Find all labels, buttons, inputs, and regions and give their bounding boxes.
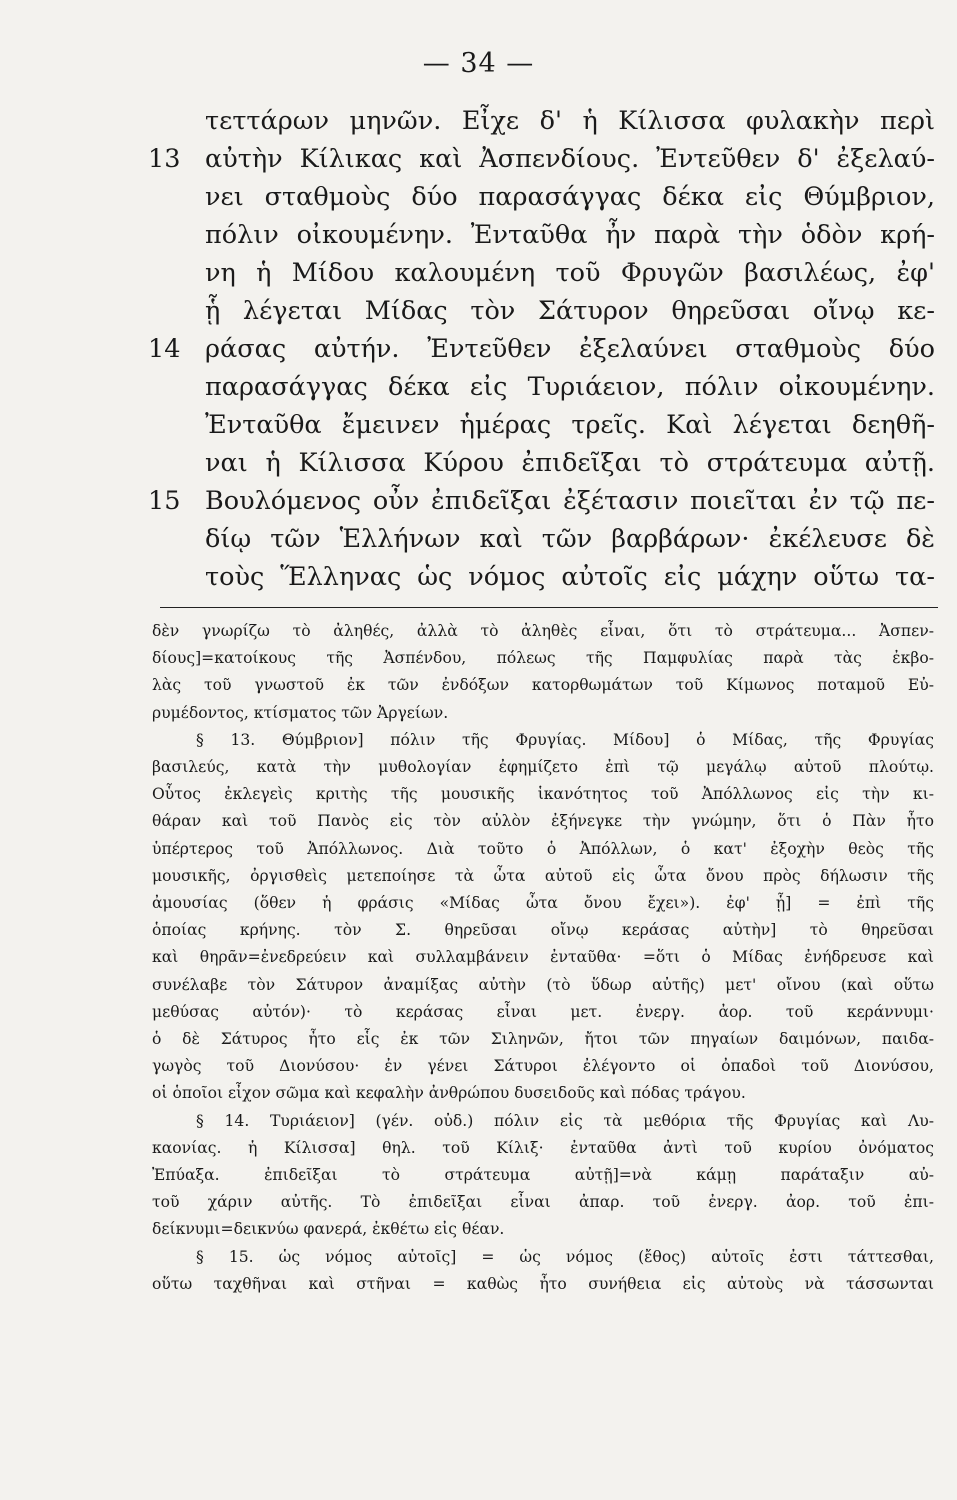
note-line: δείκνυμι=δεικνύω φανερά, ἐκθέτω εἰς θέαν. xyxy=(152,1220,505,1239)
note-line: γωγὸς τοῦ Διονύσου· ἐν γένει Σάτυροι ἐλέγοντο οἱ ὀπαδοὶ τοῦ Διονύσου, xyxy=(152,1057,934,1076)
note-line: καὶ θηρᾶν=ἐνεδρεύειν καὶ συλλαμβάνειν ἐνταῦθα· =ὅτι ὁ Μίδας ἐνήδρευσε καὶ xyxy=(152,948,934,967)
note-line: καονίας. ἡ Κίλισσα] θηλ. τοῦ Κίλιξ· ἐνταῦθα ἀντὶ τοῦ κυρίου ὀνόματος xyxy=(152,1138,934,1157)
note-line: βασιλεύς, κατὰ τὴν μυθολογίαν ἐφημίζετο ἐπὶ τῷ μεγάλῳ αὐτοῦ πλούτῳ. xyxy=(152,758,934,776)
footnote-separator-rule xyxy=(160,607,938,608)
section-number: 14 xyxy=(148,334,181,364)
text-line: αὐτὴν Κίλικας καὶ Ἀσπενδίους. Ἐντεῦθεν δ' ἐξελαύ- xyxy=(205,144,935,174)
note-line: ρυμέδοντος, κτίσματος τῶν Ἀργείων. xyxy=(152,703,449,722)
text-line: Ἐνταῦθα ἔμεινεν ἡμέρας τρεῖς. Καὶ λέγεται δεηθῆ- xyxy=(205,410,935,440)
text-line: δίῳ τῶν Ἑλλήνων καὶ τῶν βαρβάρων· ἐκέλευσε δὲ xyxy=(205,524,935,554)
note-line: οἱ ὁποῖοι εἶχον σῶμα καὶ κεφαλὴν ἀνθρώπου δυσειδοῦς καὶ πόδας τράγου. xyxy=(152,1084,746,1103)
note-line: § 13. Θύμβριον] πόλιν τῆς Φρυγίας. Μίδου] ὁ Μίδας, τῆς Φρυγίας xyxy=(196,730,934,749)
text-line: Βουλόμενος οὖν ἐπιδεῖξαι ἐξέτασιν ποιεῖται ἐν τῷ πε- xyxy=(205,486,935,516)
text-line: παρασάγγας δέκα εἰς Τυριάειον, πόλιν οἰκουμένην. xyxy=(205,372,935,402)
note-line: μεθύσας αὐτόν)· τὸ κεράσας εἶναι μετ. ἐνεργ. ἀορ. τοῦ κεράννυμι· xyxy=(152,1002,934,1021)
page-number: — 34 — xyxy=(422,48,535,79)
section-number: 15 xyxy=(148,486,181,516)
note-line: ὁ δὲ Σάτυρος ἦτο εἷς ἐκ τῶν Σιληνῶν, ἤτοι τῶν πηγαίων δαιμόνων, παιδα- xyxy=(152,1030,934,1048)
text-line: ράσας αὐτήν. Ἐντεῦθεν ἐξελαύνει σταθμοὺς δύο xyxy=(205,334,935,364)
note-line: Ἐπύαξα. ἐπιδεῖξαι τὸ στράτευμα αὐτῇ]=νὰ κάμῃ παράταξιν αὐ- xyxy=(152,1166,934,1184)
note-line: συνέλαβε τὸν Σάτυρον ἀναμίξας αὐτὴν (τὸ ὕδωρ αὐτῆς) μετ' οἴνου (καὶ οὕτω xyxy=(152,975,934,994)
note-line: οὕτω ταχθῆναι καὶ στῆναι = καθὼς ἦτο συνήθεια εἰς αὐτοὺς νὰ τάσσωνται xyxy=(152,1274,934,1293)
note-line: θάραν καὶ τοῦ Πανὸς εἰς τὸν αὐλὸν ἐξήνεγκε τὴν γνώμην, ὅτι ὁ Πὰν ἦτο xyxy=(152,812,934,831)
text-line: νει σταθμοὺς δύο παρασάγγας δέκα εἰς Θύμβριον, xyxy=(205,182,935,212)
text-line: ᾗ λέγεται Μίδας τὸν Σάτυρον θηρεῦσαι οἴνῳ κε- xyxy=(205,296,935,326)
text-line: νη ἡ Μίδου καλουμένη τοῦ Φρυγῶν βασιλέως, ἐφ' xyxy=(205,258,935,288)
note-line: ἀμουσίας (ὅθεν ἡ φράσις «Μίδας ὦτα ὄνου ἔχει»). ἐφ' ᾗ] = ἐπὶ τῆς xyxy=(152,894,934,912)
note-line: λὰς τοῦ γνωστοῦ ἐκ τῶν ἐνδόξων κατορθωμάτων τοῦ Κίμωνος ποταμοῦ Εὐ- xyxy=(152,676,934,695)
text-line: ναι ἡ Κίλισσα Κύρου ἐπιδεῖξαι τὸ στράτευμα αὐτῇ. xyxy=(205,448,935,478)
text-line: τεττάρων μηνῶν. Εἶχε δ' ἡ Κίλισσα φυλακὴν περὶ xyxy=(205,106,935,136)
note-line: Οὗτος ἐκλεγεὶς κριτὴς τῆς μουσικῆς ἱκανότητος τοῦ Ἀπόλλωνος εἰς τὴν κι- xyxy=(152,785,934,804)
note-line: δὲν γνωρίζω τὸ ἀληθές, ἀλλὰ τὸ ἀληθὲς εἶναι, ὅτι τὸ στράτευμα... Ἀσπεν- xyxy=(152,622,934,640)
note-line: ὁποίας κρήνης. τὸν Σ. θηρεῦσαι οἴνῳ κεράσας αὐτὴν] τὸ θηρεῦσαι xyxy=(152,921,934,940)
note-line: § 15. ὡς νόμος αὐτοῖς] = ὡς νόμος (ἔθος) αὐτοῖς ἐστι τάττεσθαι, xyxy=(196,1247,934,1266)
text-line: πόλιν οἰκουμένην. Ἐνταῦθα ἦν παρὰ τὴν ὁδὸν κρή- xyxy=(205,220,935,250)
note-line: μουσικῆς, ὀργισθεὶς μετεποίησε τὰ ὦτα αὐτοῦ εἰς ὦτα ὄνου πρὸς δήλωσιν τῆς xyxy=(152,866,934,885)
section-number: 13 xyxy=(148,144,181,174)
note-line: § 14. Τυριάειον] (γέν. οὐδ.) πόλιν εἰς τὰ μεθόρια τῆς Φρυγίας καὶ Λυ- xyxy=(196,1111,934,1130)
note-line: δίους]=κατοίκους τῆς Ἀσπένδου, πόλεως τῆς Παμφυλίας παρὰ τὰς ἐκβο- xyxy=(152,649,934,668)
note-line: ὑπέρτερος τοῦ Ἀπόλλωνος. Διὰ τοῦτο ὁ Ἀπόλλων, ὁ κατ' ἐξοχὴν θεὸς τῆς xyxy=(152,839,934,858)
text-line: τοὺς Ἕλληνας ὡς νόμος αὐτοῖς εἰς μάχην οὕτω τα- xyxy=(205,562,935,592)
note-line: τοῦ χάριν αὐτῆς. Τὸ ἐπιδεῖξαι εἶναι ἀπαρ. τοῦ ἐνεργ. ἀορ. τοῦ ἐπι- xyxy=(152,1193,934,1212)
